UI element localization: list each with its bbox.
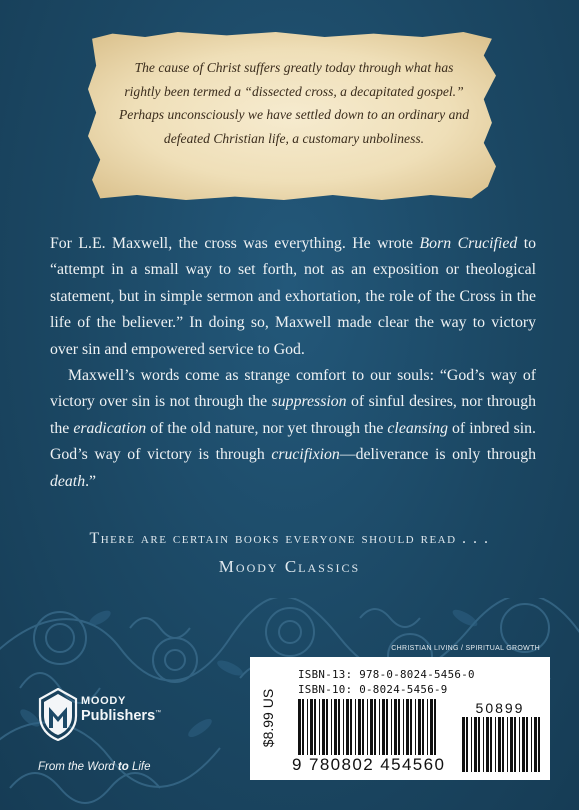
barcode-bar bbox=[534, 717, 537, 772]
publisher-slogan: From the Word to Life bbox=[38, 761, 151, 773]
series-name: Moody Classics bbox=[218, 557, 361, 576]
barcode-bar bbox=[358, 699, 361, 755]
barcode-bar bbox=[367, 699, 368, 755]
barcode-bar bbox=[403, 699, 404, 755]
description-paragraph-2: Maxwell’s words come as strange comfort to our souls: “God’s way of victory over sin is not through the suppression of sinful desires, nor through the eradication of the old nature, nor yet through the cleansing of inbred sin. God’s way of victory is through crucifixion—deliverance is only through death.” bbox=[50, 367, 537, 490]
barcode-bar bbox=[531, 717, 532, 772]
barcode-bar bbox=[298, 699, 301, 755]
barcode-bar bbox=[319, 699, 320, 755]
barcode-bar bbox=[370, 699, 373, 755]
barcode-bar bbox=[507, 717, 508, 772]
barcode-bar bbox=[486, 717, 489, 772]
barcode-bar bbox=[526, 717, 528, 772]
barcode-bar bbox=[307, 699, 308, 755]
pull-quote: The cause of Christ suffers greatly today through what has rightly been termed a “dissected cross, a decapitated gospel.” Perhaps unconsciously we have settled down to an ordinary and defeated Christian life, a customary unboliness. bbox=[119, 60, 469, 146]
publisher-name-bottom: Publishers™ bbox=[81, 708, 162, 724]
barcode-bar bbox=[314, 699, 316, 755]
barcode-bar bbox=[391, 699, 392, 755]
barcode-bar bbox=[519, 717, 520, 772]
isbn-10: ISBN-10: 0-8024-5456-9 bbox=[298, 683, 448, 696]
barcode-bar bbox=[502, 717, 504, 772]
barcode-bar bbox=[478, 717, 480, 772]
barcode-bar bbox=[338, 699, 340, 755]
barcode-bar bbox=[394, 699, 397, 755]
barcode-bar bbox=[522, 717, 525, 772]
barcode-bar bbox=[350, 699, 352, 755]
category-label: CHRISTIAN LIVING / SPIRITUAL GROWTH bbox=[391, 645, 540, 652]
barcode-bar bbox=[302, 699, 304, 755]
addon-barcode bbox=[462, 717, 542, 772]
barcode-bar bbox=[471, 717, 472, 772]
barcode-bar bbox=[466, 717, 468, 772]
barcode-bar bbox=[498, 717, 501, 772]
publisher-name-top: MOODY bbox=[81, 695, 127, 707]
barcode-bar bbox=[382, 699, 385, 755]
barcode-panel bbox=[250, 657, 550, 780]
barcode-bar bbox=[415, 699, 416, 755]
series-tagline: There are certain books everyone should read . . . bbox=[89, 530, 490, 547]
barcode-bar bbox=[510, 717, 513, 772]
ean-barcode bbox=[298, 699, 440, 755]
price-label: $8.99 US bbox=[260, 688, 276, 748]
barcode-bar bbox=[427, 699, 428, 755]
barcode-bar bbox=[406, 699, 409, 755]
barcode-bar bbox=[430, 699, 433, 755]
barcode-bar bbox=[374, 699, 376, 755]
isbn-13: ISBN-13: 978-0-8024-5456-0 bbox=[298, 668, 475, 681]
barcode-bar bbox=[490, 717, 492, 772]
barcode-bar bbox=[346, 699, 349, 755]
barcode-bar bbox=[310, 699, 313, 755]
barcode-bar bbox=[483, 717, 484, 772]
barcode-bar bbox=[343, 699, 344, 755]
barcode-bar bbox=[422, 699, 424, 755]
barcode-bar bbox=[326, 699, 328, 755]
description bbox=[50, 231, 536, 495]
barcode-bar bbox=[386, 699, 388, 755]
barcode-bar bbox=[474, 717, 477, 772]
barcode-bar bbox=[362, 699, 364, 755]
barcode-bar bbox=[514, 717, 516, 772]
barcode-bar bbox=[398, 699, 400, 755]
price-addon-digits: 50899 bbox=[475, 700, 525, 716]
ean-digits: 9 780802 454560 bbox=[292, 755, 446, 774]
barcode-bar bbox=[495, 717, 496, 772]
description-paragraph-1: For L.E. Maxwell, the cross was everything. He wrote Born Crucified to “attempt in a small way to set forth, not as an exposition or theological statement, but in simple sermon and exhortation, the role of the Cross in the life of the believer.” In doing so, Maxwell made clear the way to victory over sin and empowered service to God. bbox=[50, 235, 536, 358]
barcode-bar bbox=[379, 699, 380, 755]
barcode-bar bbox=[418, 699, 421, 755]
barcode-bar bbox=[331, 699, 332, 755]
barcode-bar bbox=[462, 717, 465, 772]
book-title: Born Crucified bbox=[419, 235, 518, 252]
barcode-bar bbox=[355, 699, 356, 755]
barcode-bar bbox=[334, 699, 337, 755]
barcode-bar bbox=[434, 699, 436, 755]
barcode-bar bbox=[538, 717, 540, 772]
moody-logo-icon bbox=[38, 688, 78, 741]
barcode-bar bbox=[410, 699, 412, 755]
barcode-bar bbox=[322, 699, 325, 755]
